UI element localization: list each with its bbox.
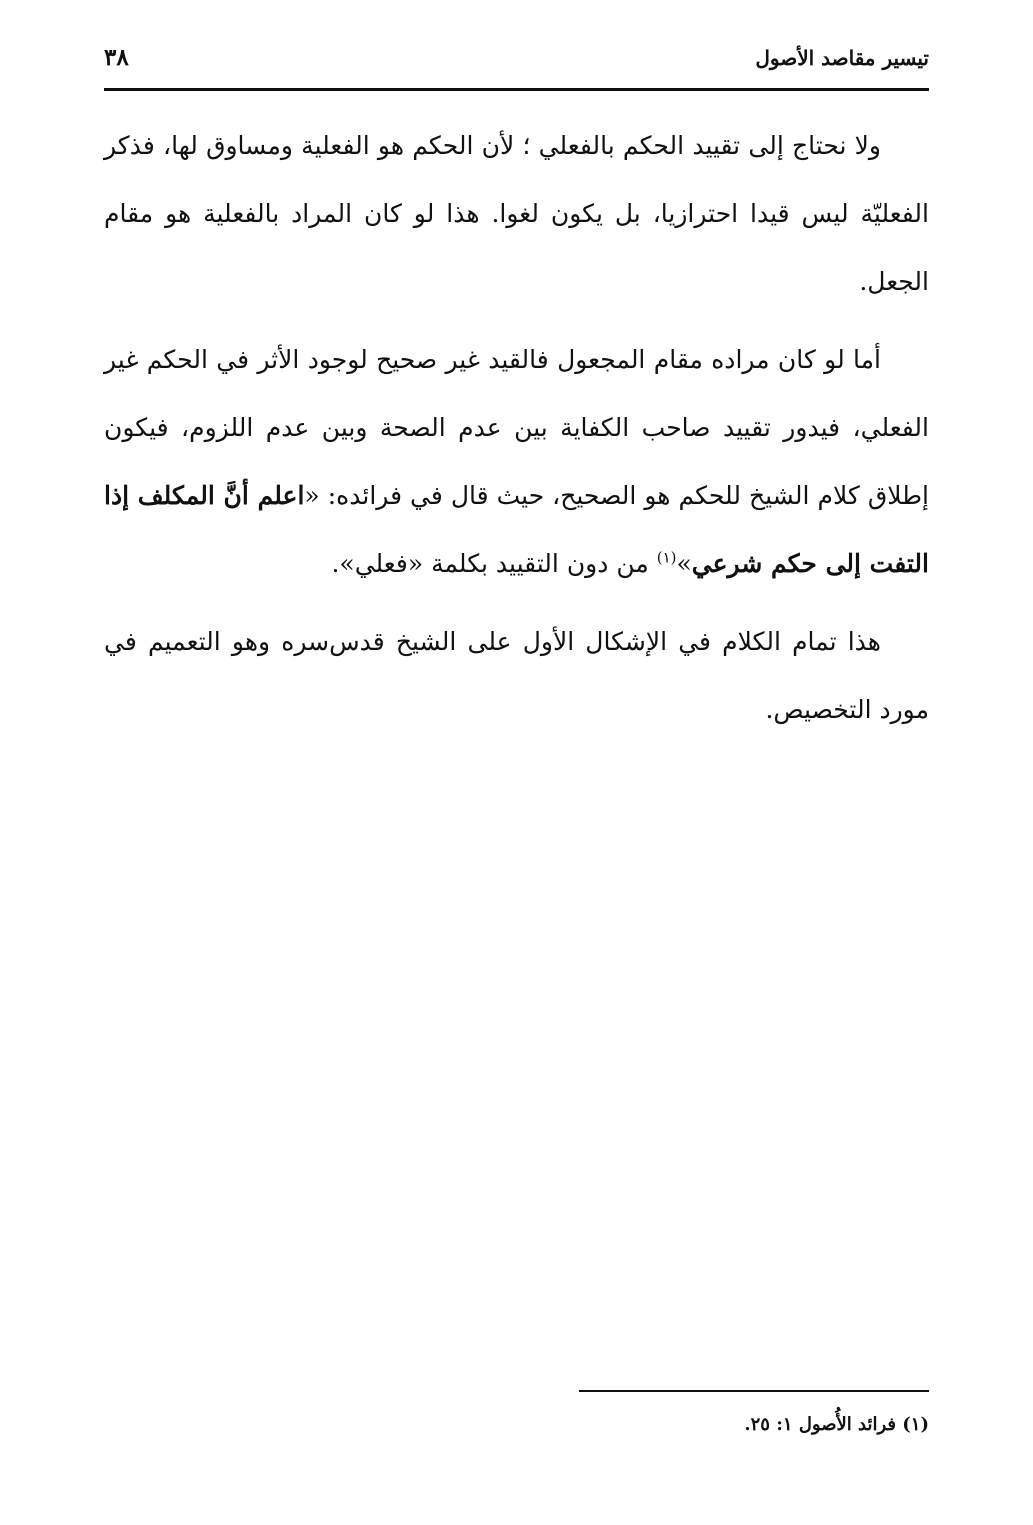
paragraph-1: ولا نحتاج إلى تقييد الحكم بالفعلي ؛ لأن الحكم هو الفعلية ومساوق لها، فذكر الفعليّة ليس قيدا احترازيا، بل يكون لغوا. هذا لو كان المراد بالفعلية هو مقام الجعل. [104,131,929,296]
footnote: (١) فرائد الأُصول ١: ٢٥. [744,1414,929,1435]
page-number: ٣٨ [104,44,129,71]
quoted-text: اعلم أنَّ المكلف إذا التفت إلى حكم شرعي [104,481,929,578]
main-text [104,112,929,754]
footnote-reference: (١) [656,548,677,567]
paragraph-2-text-before: أما لو كان مراده مقام المجعول فالقيد غير صحيح لوجود الأثر في الحكم غير الفعلي، فيدور تقييد صاحب الكفاية بين عدم الصحة وبين عدم اللزوم، فيكون إطلاق كلام الشيخ للحكم هو الصحيح، حيث قال في فرائده: « [104,345,929,510]
paragraph-2-text-after: من دون التقييد بكلمة «فعلي». [331,549,657,578]
paragraph-3: هذا تمام الكلام في الإشكال الأول على الشيخ قدس‌سره وهو التعميم في مورد التخصيص. [104,627,929,724]
header-divider [104,88,929,91]
footnote-divider [579,1390,929,1392]
paragraph-2 [104,326,929,598]
page-header [104,44,929,92]
running-title: تيسير مقاصد الأصول [755,46,929,70]
quote-close: » [676,549,692,578]
